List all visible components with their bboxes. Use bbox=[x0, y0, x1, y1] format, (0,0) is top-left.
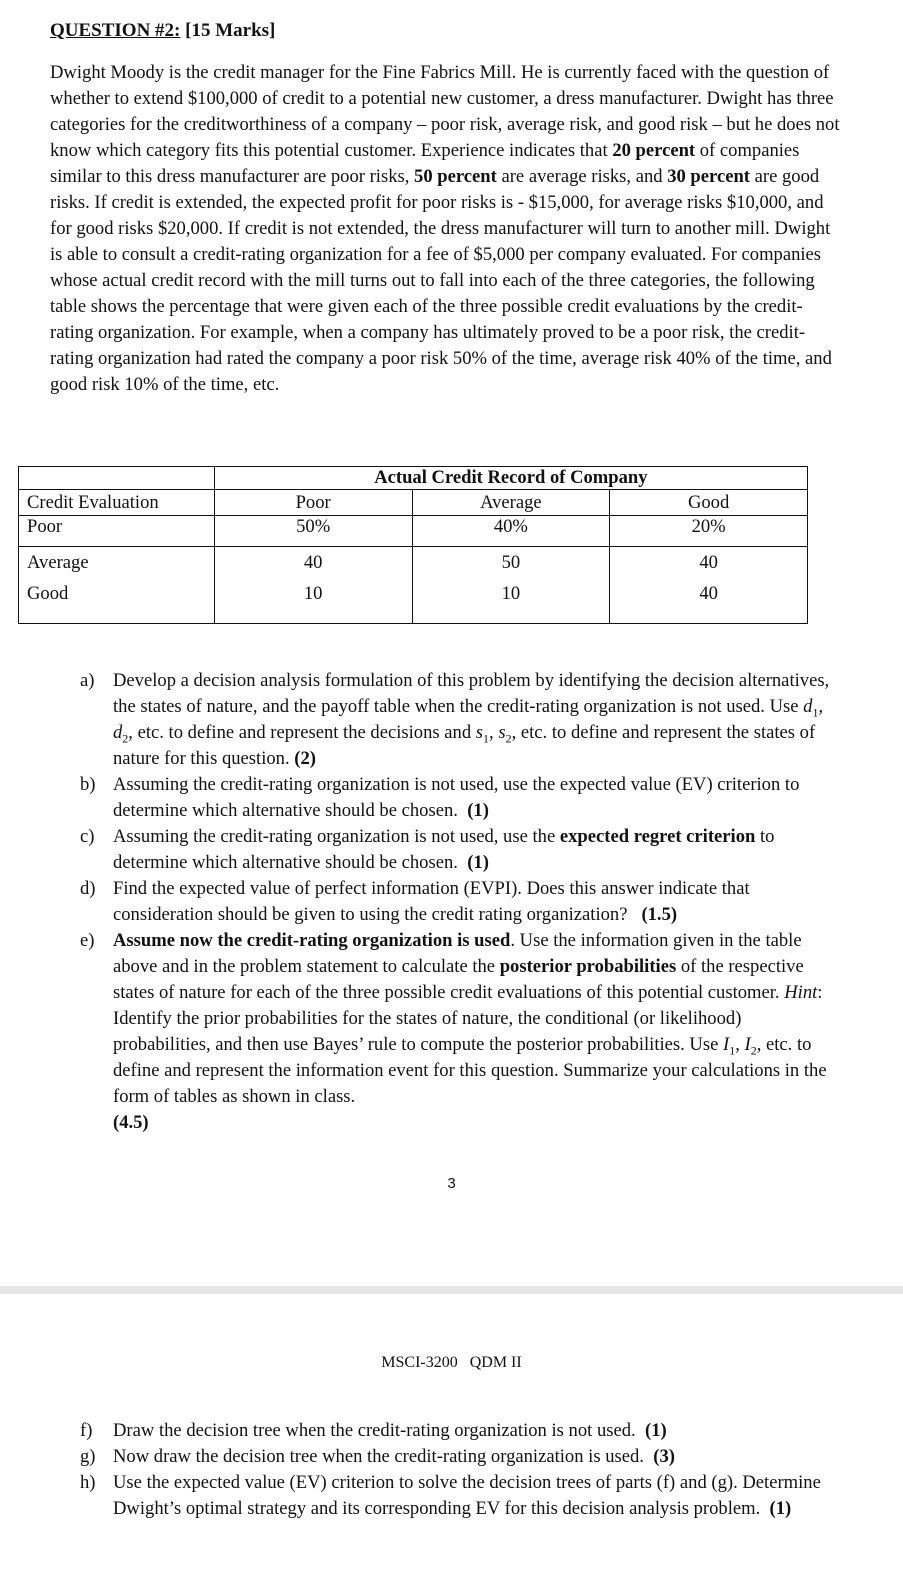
credit-evaluation-table bbox=[18, 466, 808, 624]
question-c bbox=[80, 824, 840, 876]
d1-symbol: d bbox=[803, 696, 813, 717]
question-e-bold-1: Assume now the credit-rating organization is used bbox=[113, 930, 511, 951]
question-marks: [15 Marks] bbox=[185, 20, 276, 41]
question-label: b) bbox=[80, 774, 96, 795]
problem-statement bbox=[50, 60, 845, 398]
table-cell: 10 bbox=[214, 579, 412, 624]
question-label: e) bbox=[80, 930, 95, 951]
intro-text-1: Dwight Moody is the credit manager for the Fine Fabrics Mill. He is currently faced with the question of whether to extend $100,000 of credit to a potential new customer, a dress manufacturer. Dwight has three categories for the creditworthiness of a company – poor risk, average risk, and good risk – but he does not know which category fits this potential customer. Experience indicates that bbox=[50, 62, 840, 161]
question-marks: (1) bbox=[467, 800, 489, 821]
question-e-text-1: . Use the information given in the table above and in the problem statement to calculate the bbox=[113, 930, 802, 977]
question-label: d) bbox=[80, 878, 96, 899]
table-header-row bbox=[19, 490, 808, 516]
question-number: QUESTION #2: bbox=[50, 20, 181, 41]
question-a-text-3: , etc. to define and represent the states of nature for this question. bbox=[113, 722, 816, 769]
question-d-text: Find the expected value of perfect information (EVPI). Does this answer indicate that consideration should be given to using the credit rating organization? bbox=[113, 878, 750, 925]
question-marks: (1) bbox=[645, 1420, 667, 1441]
i1-subscript: 1 bbox=[729, 1043, 736, 1058]
table-cell: 50% bbox=[214, 516, 412, 547]
page-separator bbox=[0, 1286, 903, 1294]
question-e-text-3: : Identify the prior probabilities for the states of nature, the conditional (or likelihood) probabilities, and then use Bayes’ rule to compute the posterior probabilities. Use bbox=[113, 982, 823, 1055]
table-row bbox=[19, 547, 808, 580]
question-f bbox=[80, 1418, 840, 1444]
hint-label: Hint bbox=[784, 982, 818, 1003]
table-header-average: Average bbox=[412, 490, 610, 516]
question-label: g) bbox=[80, 1446, 96, 1467]
poor-risk-percent: 20 percent bbox=[612, 140, 696, 161]
question-label: f) bbox=[80, 1420, 93, 1441]
question-e bbox=[80, 928, 840, 1136]
table-cell: 40 bbox=[610, 579, 808, 624]
table-cell: 20% bbox=[610, 516, 808, 547]
question-label: c) bbox=[80, 826, 95, 847]
s1-symbol: s bbox=[475, 722, 484, 743]
table-header-poor: Poor bbox=[214, 490, 412, 516]
question-c-text-1: Assuming the credit-rating organization is not used, use the bbox=[113, 826, 560, 847]
table-cell: 10 bbox=[412, 579, 610, 624]
page-number: 3 bbox=[447, 1175, 456, 1192]
table-header-credit-evaluation: Credit Evaluation bbox=[19, 490, 215, 516]
i2-subscript: 2 bbox=[750, 1043, 757, 1058]
table-cell: 40% bbox=[412, 516, 610, 547]
page-two bbox=[0, 1294, 903, 1577]
table-group-header-row bbox=[19, 467, 808, 490]
table-cell: 50 bbox=[412, 547, 610, 580]
question-marks: (1) bbox=[769, 1498, 792, 1519]
average-risk-percent: 50 percent bbox=[414, 166, 497, 187]
question-list bbox=[80, 668, 840, 1136]
table-corner-cell bbox=[19, 467, 215, 490]
question-b bbox=[80, 772, 840, 824]
question-title bbox=[50, 20, 275, 42]
intro-text-3: are average risks, and bbox=[496, 166, 668, 187]
question-marks: (3) bbox=[653, 1446, 675, 1467]
question-marks: (4.5) bbox=[113, 1112, 149, 1133]
d2-symbol: d bbox=[113, 722, 123, 743]
s2-subscript: 2 bbox=[505, 731, 512, 746]
question-label: h) bbox=[80, 1472, 96, 1493]
question-e-bold-2: posterior probabilities bbox=[499, 956, 677, 977]
course-header: MSCI-3200 QDM II bbox=[381, 1354, 522, 1371]
question-marks: (2) bbox=[294, 748, 316, 769]
question-e-text-4: , etc. to define and represent the information event for this question. Summarize your calculations in the form of tables as shown in class. bbox=[113, 1034, 827, 1107]
question-c-bold: expected regret criterion bbox=[559, 826, 756, 847]
question-a bbox=[80, 668, 840, 772]
question-label: a) bbox=[80, 670, 95, 691]
row-label: Average bbox=[19, 547, 215, 580]
question-h bbox=[80, 1470, 840, 1522]
separator: , bbox=[489, 722, 499, 743]
question-marks: (1) bbox=[467, 852, 489, 873]
question-d bbox=[80, 876, 840, 928]
d2-subscript: 2 bbox=[122, 731, 129, 746]
question-a-text-1: Develop a decision analysis formulation of this problem by identifying the decision alternatives, the states of nature, and the payoff table when the credit-rating organization is not used. Use bbox=[113, 670, 830, 717]
question-b-text: Assuming the credit-rating organization is not used, use the expected value (EV) criterion to determine which alternative should be chosen. bbox=[113, 774, 800, 821]
intro-text-4: are good risks. If credit is extended, the expected profit for poor risks is - $15,000, for average risks $10,000, and for good risks $20,000. If credit is not extended, the dress manufacturer will turn to another mill. Dwight is able to consult a credit-rating organization for a fee of $5,000 per company evaluated. For companies whose actual credit record with the mill turns out to fall into each of the three categories, the following table shows the percentage that were given each of the three possible credit evaluations by the credit-rating organization. For example, when a company has ultimately proved to be a poor risk, the credit-rating organization had rated the company a poor risk 50% of the time, average risk 40% of the time, and good risk 10% of the time, etc. bbox=[50, 166, 832, 395]
question-a-text-2: , etc. to define and represent the decisions and bbox=[128, 722, 476, 743]
s2-symbol: s bbox=[498, 722, 506, 743]
d1-subscript: 1 bbox=[812, 705, 819, 720]
i1-symbol: I bbox=[723, 1034, 730, 1055]
question-h-text: Use the expected value (EV) criterion to solve the decision trees of parts (f) and (g). Determine Dwight’s optimal strategy and its corresponding EV for this decision analysis problem. bbox=[113, 1472, 821, 1519]
table-group-header: Actual Credit Record of Company bbox=[214, 467, 807, 490]
question-e-text-2: of the respective states of nature for each of the three possible credit evaluations of this potential customer. bbox=[113, 956, 804, 1003]
table-cell: 40 bbox=[610, 547, 808, 580]
good-risk-percent: 30 percent bbox=[667, 166, 750, 187]
table-row bbox=[19, 516, 808, 547]
table-row bbox=[19, 579, 808, 624]
s1-subscript: 1 bbox=[483, 731, 490, 746]
row-label: Good bbox=[19, 579, 215, 624]
question-g bbox=[80, 1444, 840, 1470]
row-label: Poor bbox=[19, 516, 215, 547]
question-list-continued bbox=[80, 1418, 840, 1522]
question-f-text: Draw the decision tree when the credit-rating organization is not used. bbox=[113, 1420, 636, 1441]
question-marks: (1.5) bbox=[641, 904, 678, 925]
intro-text-2: of companies similar to this dress manufacturer are poor risks, bbox=[50, 140, 800, 187]
i2-symbol: I bbox=[744, 1034, 751, 1055]
question-c-text-2: to determine which alternative should be chosen. bbox=[113, 826, 775, 873]
table-header-good: Good bbox=[610, 490, 808, 516]
separator: , bbox=[735, 1034, 745, 1055]
question-g-text: Now draw the decision tree when the credit-rating organization is used. bbox=[113, 1446, 644, 1467]
separator: , bbox=[818, 696, 824, 717]
table-cell: 40 bbox=[214, 547, 412, 580]
